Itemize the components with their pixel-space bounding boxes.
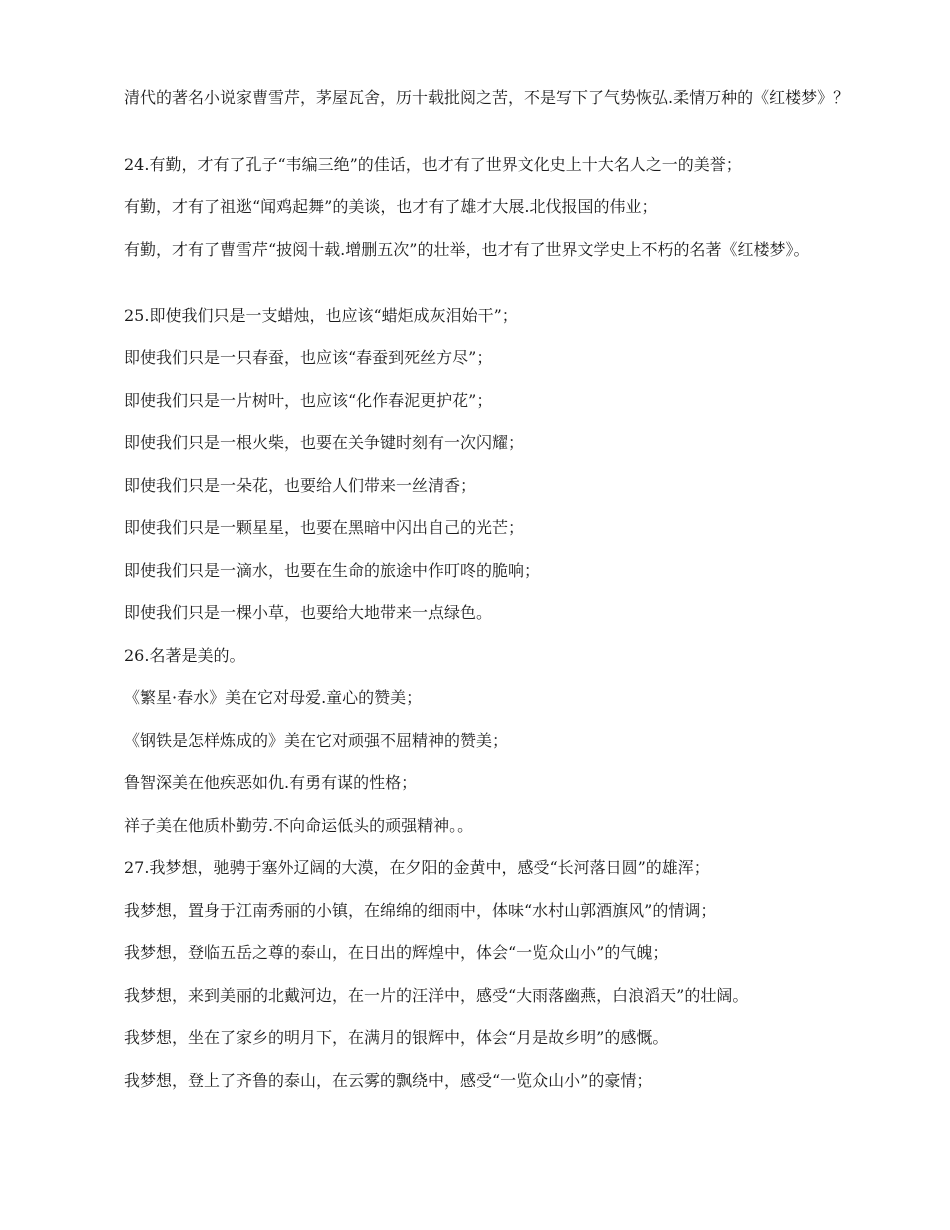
paragraph: 即使我们只是一朵花，也要给人们带来一丝清香； <box>124 476 477 495</box>
paragraph: 即使我们只是一根火柴，也要在关争键时刻有一次闪耀； <box>124 433 525 452</box>
paragraph: 即使我们只是一只春蚕，也应该“春蚕到死丝方尽”； <box>124 348 493 367</box>
paragraph: 即使我们只是一颗星星，也要在黑暗中闪出自己的光芒； <box>124 518 525 537</box>
paragraph: 《钢铁是怎样炼成的》美在它对顽强不屈精神的赞美； <box>124 731 509 750</box>
paragraph: 24.有勤，才有了孔子“韦编三绝”的佳话，也才有了世界文化史上十大名人之一的美誉； <box>124 155 742 174</box>
paragraph: 我梦想，坐在了家乡的明月下，在满月的银辉中，体会“月是故乡明”的感慨。 <box>124 1028 669 1047</box>
paragraph: 清代的著名小说家曹雪芹，茅屋瓦舍，历十载批阅之苦，不是写下了气势恢弘.柔情万种的《红楼梦》？ <box>124 88 850 107</box>
paragraph: 我梦想，登临五岳之尊的泰山，在日出的辉煌中，体会“一览众山小”的气魄； <box>124 943 669 962</box>
paragraph: 即使我们只是一片树叶，也应该“化作春泥更护花”； <box>124 391 493 410</box>
paragraph: 26.名著是美的。 <box>124 646 246 665</box>
paragraph: 我梦想，置身于江南秀丽的小镇，在绵绵的细雨中，体味“水村山郭酒旗风”的情调； <box>124 901 717 920</box>
paragraph: 即使我们只是一滴水，也要在生命的旅途中作叮咚的脆响； <box>124 561 541 580</box>
paragraph: 有勤，才有了曹雪芹“披阅十载.增删五次”的壮举，也才有了世界文学史上不朽的名著《红楼梦》。 <box>124 240 810 259</box>
paragraph: 我梦想，登上了齐鲁的泰山，在云雾的飘绕中，感受“一览众山小”的豪情； <box>124 1071 653 1090</box>
paragraph: 25.即使我们只是一支蜡烛，也应该“蜡炬成灰泪始干”； <box>124 306 518 325</box>
paragraph: 我梦想，来到美丽的北戴河边，在一片的汪洋中，感受“大雨落幽燕，白浪滔天”的壮阔。 <box>124 986 749 1005</box>
paragraph: 鲁智深美在他疾恶如仇.有勇有谋的性格； <box>124 773 418 792</box>
paragraph: 有勤，才有了祖逖“闻鸡起舞”的美谈，也才有了雄才大展.北伐报国的伟业； <box>124 197 658 216</box>
paragraph: 祥子美在他质朴勤劳.不向命运低头的顽强精神。。 <box>124 816 474 835</box>
paragraph: 即使我们只是一棵小草，也要给大地带来一点绿色。 <box>124 603 493 622</box>
paragraph: 《繁星·春水》美在它对母爱.童心的赞美； <box>124 688 423 707</box>
paragraph: 27.我梦想，驰骋于塞外辽阔的大漠，在夕阳的金黄中，感受“长河落日圆”的雄浑； <box>124 858 710 877</box>
